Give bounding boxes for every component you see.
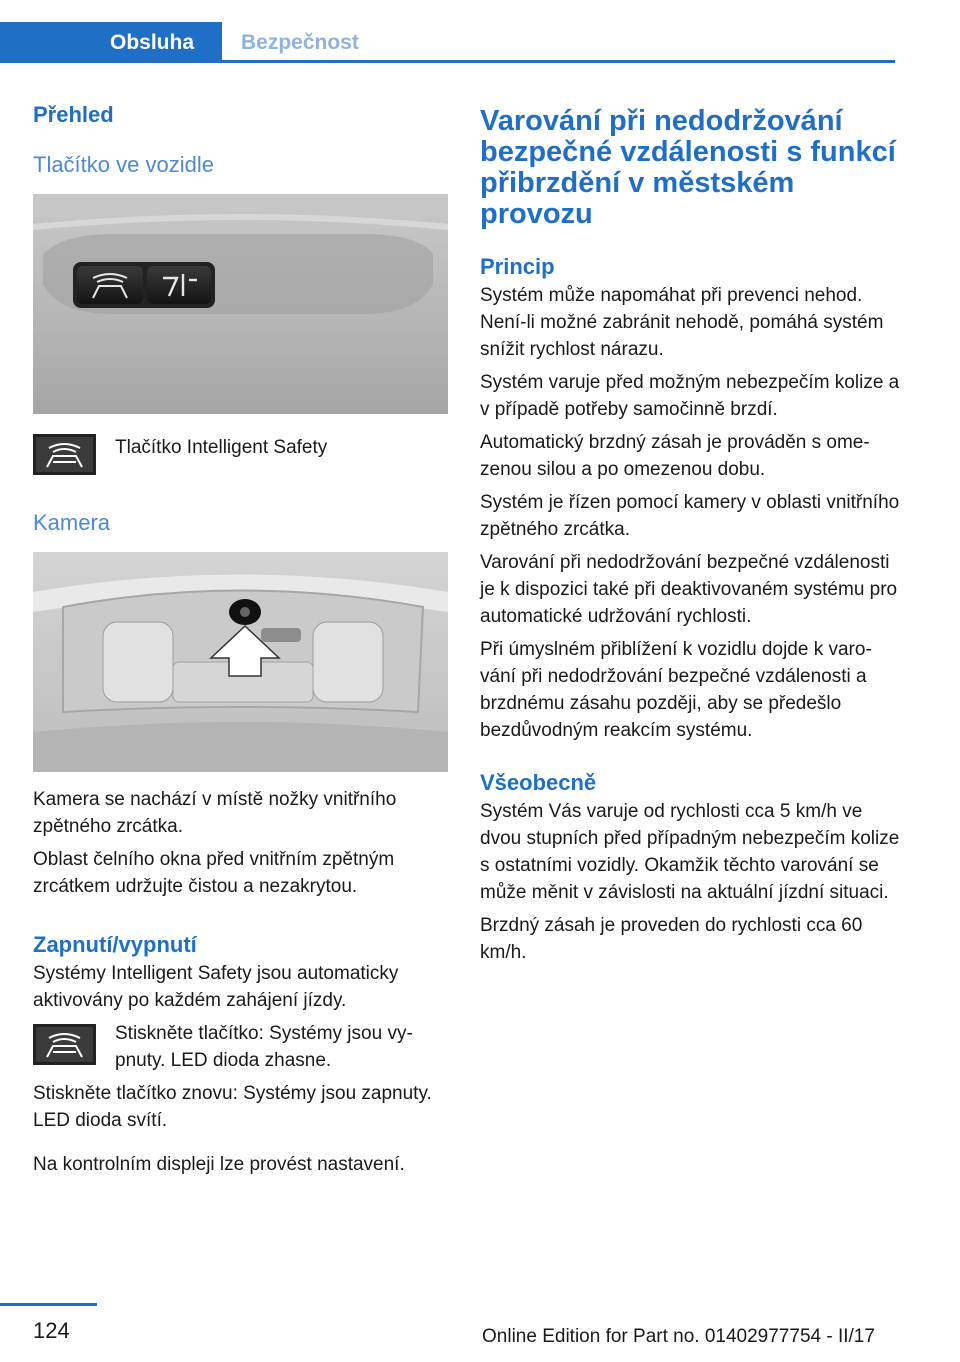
- left-column: [33, 100, 448, 1178]
- onoff-paragraph-2: Stiskněte tlačítko znovu: Systémy jsou zapnuty. LED dioda svítí.: [33, 1083, 432, 1131]
- principle-paragraph-1: Systém může napomáhat při prevenci nehod. Není-li možné zabránit nehodě, pomáhá systém snížit rychlost nárazu.: [480, 285, 884, 360]
- onoff-paragraph-1: Systémy Intelligent Safety jsou automaticky aktivovány po každém zahájení jízdy.: [33, 963, 399, 1011]
- onoff-icon-row: [33, 1020, 448, 1074]
- camera-heading: Kamera: [33, 510, 111, 535]
- camera-photo: [33, 552, 448, 772]
- right-column: [480, 100, 900, 966]
- button-panel-photo: [33, 194, 448, 414]
- chapter-header: [0, 22, 895, 62]
- general-heading: Všeobecně: [480, 770, 597, 795]
- main-heading: Varování při nedodržování bezpečné vzdálenosti s funkcí přibrzdění v městském provozu: [480, 105, 896, 230]
- edition-note: Online Edition for Part no. 01402977754 - II/17: [482, 1326, 875, 1347]
- camera-paragraph-1: Kamera se nachází v místě nožky vnitřního zpětného zrcátka.: [33, 789, 397, 837]
- onoff-icon-text: Stiskněte tlačítko: Systémy jsou vypnuty. LED dioda zhasne.: [115, 1023, 413, 1071]
- onoff-heading: Zapnutí/vypnutí: [33, 932, 197, 957]
- principle-paragraph-3: Automatický brzdný zásah je prováděn s omezenou silou a po omezenou dobu.: [480, 432, 870, 480]
- principle-paragraph-5: Varování při nedodržování bezpečné vzdálenosti je k dispozici také při deaktivovaném systému pro automatické udržování rychlosti.: [480, 552, 898, 627]
- intelligent-safety-icon: [33, 1024, 96, 1065]
- onoff-paragraph-3: Na kontrolním displeji lze provést nastavení.: [33, 1154, 405, 1175]
- principle-heading: Princip: [480, 254, 555, 279]
- general-paragraph-2: Brzdný zásah je proveden do rychlosti cca 60 km/h.: [480, 915, 863, 963]
- principle-paragraph-6: Při úmyslném přiblížení k vozidlu dojde k varování při nedodržování bezpečné vzdálenosti a brzdnému zásahu později, aby se předešlo bezdůvodným reakcím systému.: [480, 639, 872, 741]
- principle-paragraph-2: Systém varuje před možným nebezpečím kolize a v případě potřeby samočinně brzdí.: [480, 372, 900, 420]
- button-caption: Tlačítko Intelligent Safety: [115, 437, 328, 458]
- page-number: 124: [33, 1318, 70, 1343]
- principle-paragraph-4: Systém je řízen pomocí kamery v oblasti vnitřního zpětného zrcátka.: [480, 492, 900, 540]
- camera-paragraph-2: Oblast čelního okna před vnitřním zpětným zrcátkem udržujte čistou a nezakrytou.: [33, 849, 395, 897]
- footer-rule: [0, 1303, 97, 1306]
- intelligent-safety-icon: [33, 434, 96, 475]
- general-paragraph-1: Systém Vás varuje od rychlosti cca 5 km/h ve dvou stupních před případným nebezpečím kolize s ostatními vozidly. Okamžik těchto varování se může měnit v závislosti na aktuální jízdní situaci.: [480, 801, 900, 903]
- overview-heading: Přehled: [33, 102, 114, 127]
- button-in-vehicle-heading: Tlačítko ve vozidle: [33, 152, 214, 177]
- tab-bezpecnost[interactable]: Bezpečnost: [241, 31, 359, 54]
- button-caption-row: [33, 434, 448, 475]
- tab-obsluha[interactable]: Obsluha: [0, 22, 222, 63]
